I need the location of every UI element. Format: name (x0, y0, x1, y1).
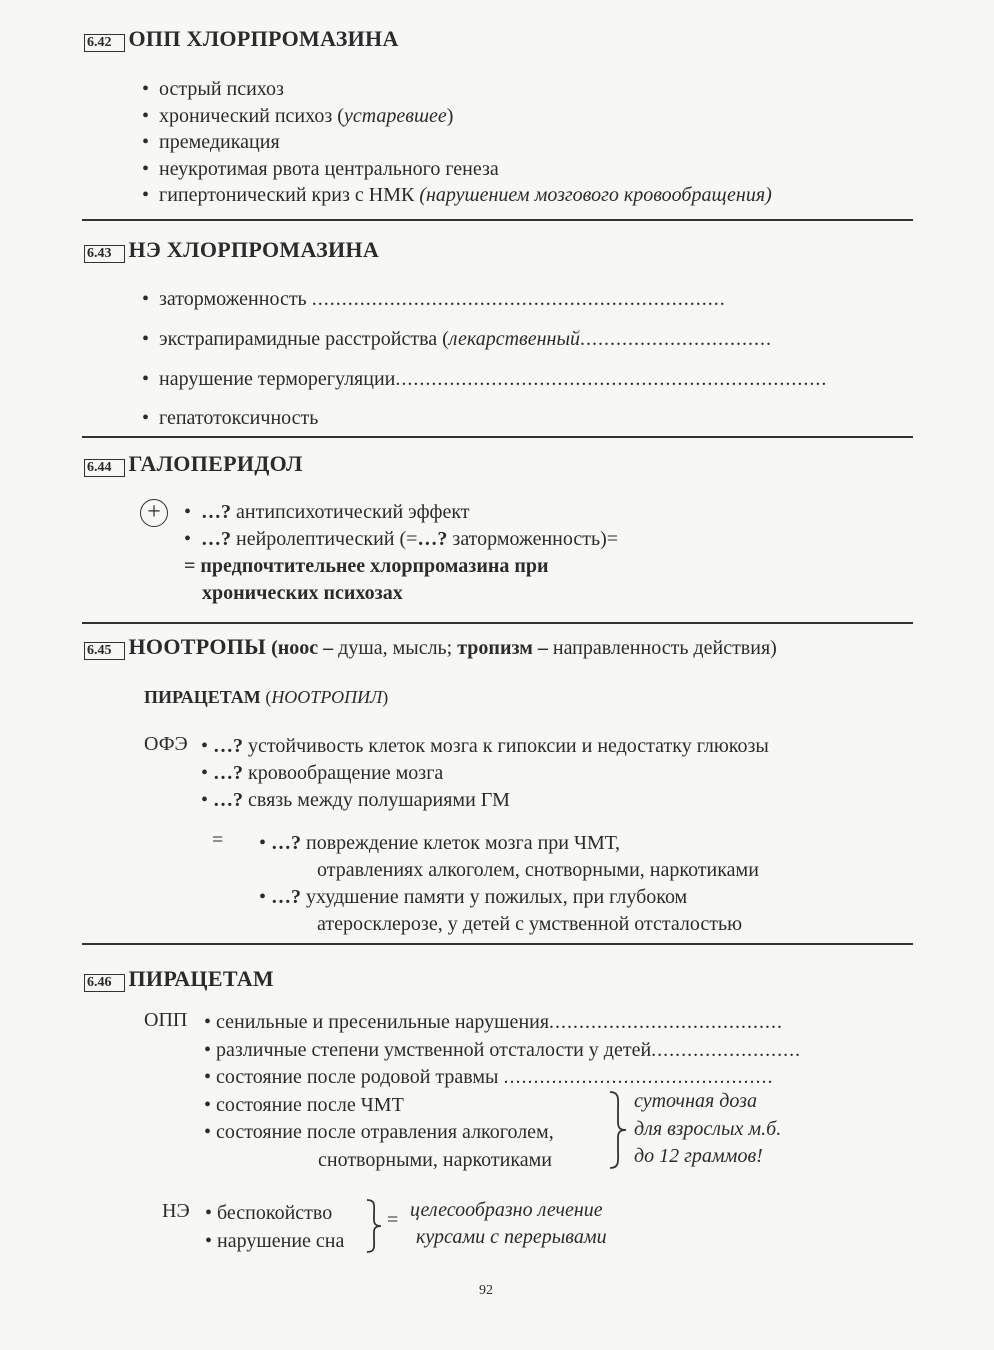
brace-icon (606, 1090, 630, 1170)
section-6-42-header (84, 26, 399, 52)
list-item: • гепатотоксичность (142, 407, 319, 429)
list-item: • состояние после родовой травмы ............................................. (204, 1066, 774, 1088)
equals-sign: = (212, 829, 224, 851)
list-item: • острый психоз (142, 78, 284, 100)
section-number: 6.43 (84, 245, 125, 263)
section-title: ГАЛОПЕРИДОЛ (128, 451, 303, 476)
equals-sign: = (387, 1209, 399, 1231)
dose-note: суточная доза для взрослых м.б. до 12 граммов! (634, 1090, 782, 1167)
conclusion: хронических психозах (202, 582, 403, 604)
section-title: НООТРОПЫ (128, 634, 267, 659)
list-item: • экстрапирамидные расстройства (лекарственный................................ (142, 328, 773, 350)
section-number: 6.42 (84, 34, 125, 52)
list-item: • …? связь между полушариями ГМ (201, 789, 510, 811)
list-item: • хронический психоз (устаревшее) (142, 104, 454, 127)
divider (82, 219, 913, 221)
list-item: • …? ухудшение памяти у пожилых, при глубоком (259, 886, 688, 908)
list-item: • различные степени умственной отсталости у детей......................... (204, 1038, 802, 1061)
section-title: ОПП ХЛОРПРОМАЗИНА (128, 26, 399, 51)
section-6-45-header: 6.45 НООТРОПЫ (ноос – душа, мысль; тропизм – направленность действия) (84, 634, 777, 660)
opp-label: ОПП (144, 1009, 188, 1031)
list-item: • …? нейролептический (=…? заторможенность)= (184, 528, 619, 550)
list-item: • нарушение терморегуляции........................................................................ (142, 368, 828, 390)
list-item-continuation: отравлениях алкоголем, снотворными, наркотиками (317, 859, 759, 881)
divider (82, 943, 913, 945)
section-number: 6.44 (84, 459, 125, 477)
divider (82, 436, 913, 438)
list-item: • …? устойчивость клеток мозга к гипоксии и недостатку глюкозы (201, 735, 769, 757)
effects-list (201, 733, 769, 814)
section-title: НЭ ХЛОРПРОМАЗИНА (128, 237, 380, 262)
brace-icon (364, 1198, 386, 1254)
section-number: 6.46 (84, 974, 125, 992)
list-item: • неукротимая рвота центрального генеза (142, 157, 499, 180)
divider (82, 622, 913, 624)
section-title: ПИРАЦЕТАМ (128, 966, 274, 991)
list-item: • состояние после ЧМТ (204, 1093, 404, 1116)
list-item: • нарушение сна (205, 1229, 345, 1252)
page-number: 92 (479, 1283, 493, 1298)
indications-list (142, 76, 772, 209)
list-item-continuation: атеросклерозе, у детей с умственной отсталостью (317, 913, 743, 935)
uses-list (259, 830, 759, 938)
list-item: • премедикация (142, 131, 280, 153)
list-item: • сенильные и пресенильные нарушения....................................... (204, 1011, 784, 1033)
list-item: • …? кровообращение мозга (201, 762, 444, 784)
conclusion: = предпочтительнее хлорпромазина при (184, 555, 549, 577)
list-item: • …? повреждение клеток мозга при ЧМТ, (259, 832, 620, 854)
ofe-label: ОФЭ (144, 733, 188, 755)
section-6-44-header (84, 451, 303, 477)
section-number: 6.45 (84, 642, 125, 660)
advice-note: целесообразно лечение курсами с перерывами (410, 1199, 607, 1248)
section-6-46-header (84, 966, 274, 992)
list-item: • состояние после отравления алкоголем, (204, 1121, 554, 1143)
section-6-43-header (84, 237, 379, 263)
list-item: • …? антипсихотический эффект (184, 501, 470, 523)
ne-label: НЭ (162, 1200, 190, 1222)
drug-name: ПИРАЦЕТАМ (НООТРОПИЛ) (144, 687, 389, 707)
adverse-list (205, 1200, 344, 1255)
list-item: • гипертонический криз с НМК (нарушением мозгового кровообращения) (142, 184, 772, 206)
list-item-continuation: снотворными, наркотиками (318, 1148, 552, 1171)
list-item: • заторможенность ..................................................................... (142, 288, 726, 310)
plus-icon: + (140, 499, 168, 527)
list-item: • беспокойство (205, 1202, 333, 1224)
